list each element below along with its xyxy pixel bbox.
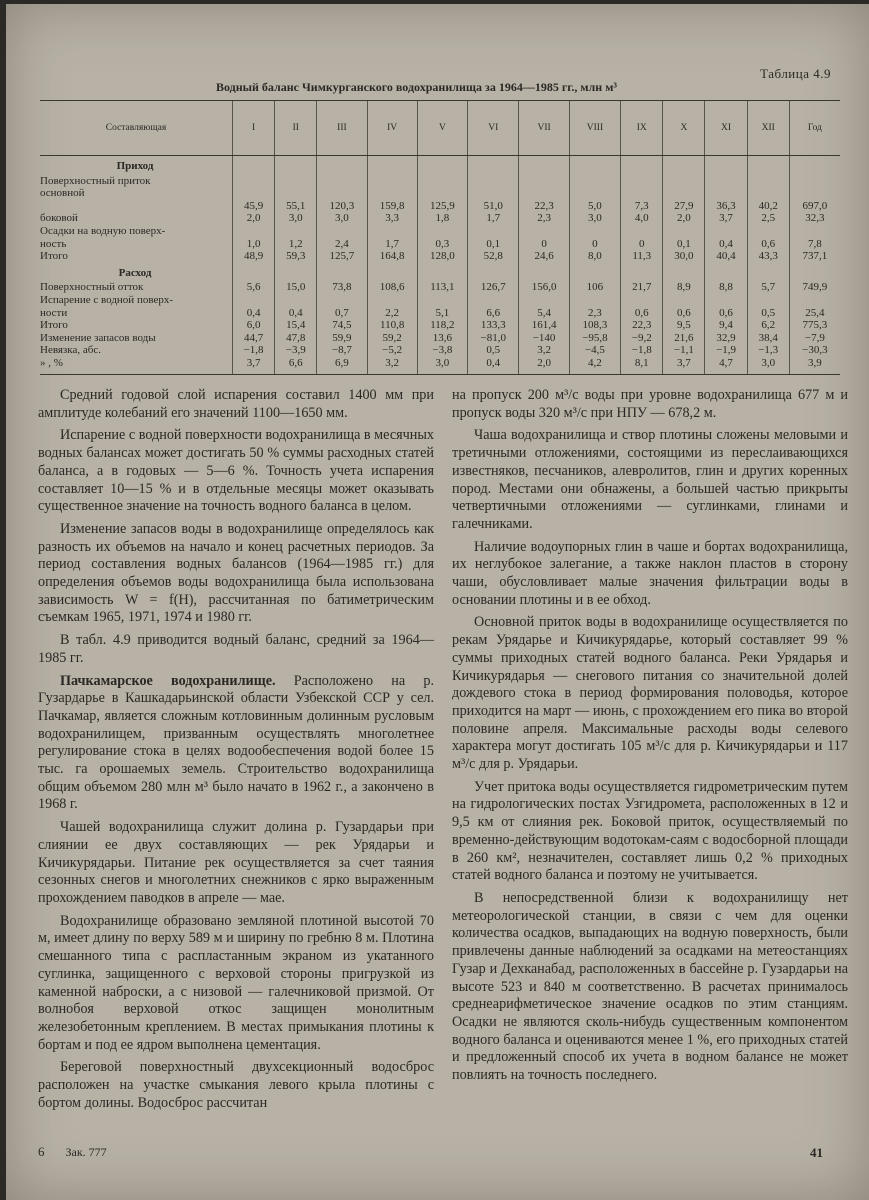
table-cell: 32,9 [705, 332, 747, 345]
table-cell [747, 187, 789, 200]
paragraph: Водохранилище образовано земляной плотиной высотой 70 м, имеет длину по верху 589 м и ширину по гребню 8 м. Плотина смешанного типа с распластанным экраном из укатанного суглинка, защищенного с верховой стороны пригрузкой из каменной наброски, а с низовой — галечниковой призмой. От волнобоя верховой откос защищен монолитным железобетонным креплением. В местах примыкания плотины к бортам и под ее ядром выполнена цементация. [38, 912, 434, 1053]
table-cell: 51,0 [468, 200, 519, 213]
table-cell: 47,8 [275, 332, 317, 345]
table-cell: −5,2 [367, 344, 417, 357]
table-row [40, 357, 840, 374]
table-cell [569, 263, 620, 282]
table-cell: −3,9 [275, 344, 317, 357]
table-cell: 5,7 [747, 281, 789, 294]
table-cell [275, 156, 317, 175]
table-row [40, 294, 840, 307]
row-label: ность [40, 237, 67, 250]
table-cell: 2,3 [519, 212, 569, 225]
table-cell: 5,1 [417, 307, 467, 320]
paragraph: Учет притока воды осуществляется гидрометрическим путем на гидрологических постах Узгидромета, расположенных в 12 и 9,5 км от слияния рек. Боковой приток, осуществляемый по временно-действующим водотокам-саям с водосборной площади в 260 км², незначителен, составляет лишь 0,2 % приходных статей водного баланса и поэтому не учитывается. [452, 778, 848, 884]
paragraph-text: Расположено на р. Гузардарье в Кашкадарьинской области Узбекской ССР у сел. Пачкамар, является сложным котловинным долинным русловым водохранилищем, призванным осуществлять многолетнее регулирование стока в целях водообеспечения водой более 15 тыс. га орошаемых земель. Строительство водохранилища общим объемом 280 млн м³ было начато в 1962 г., а закончено в 1968 г. [38, 672, 434, 813]
table-cell [519, 263, 569, 282]
table-cell: 3,7 [705, 212, 747, 225]
table-cell: 48,9 [233, 250, 275, 263]
table-cell: 9,4 [705, 319, 747, 332]
table-cell: 0,6 [663, 307, 705, 320]
table-cell: 8,8 [705, 281, 747, 294]
print-order: Зак. 777 [65, 1145, 107, 1159]
table-cell [705, 187, 747, 200]
table-cell: 106 [569, 281, 620, 294]
table-row [40, 238, 840, 251]
table-cell: 8,9 [663, 281, 705, 294]
table-cell: −81,0 [468, 332, 519, 345]
table-cell: −140 [519, 332, 569, 345]
table-cell [621, 156, 663, 175]
table-cell: 9,5 [663, 319, 705, 332]
table-cell [367, 294, 417, 307]
table-cell [663, 294, 705, 307]
table-cell: −7,9 [789, 332, 840, 345]
table-cell: 1,0 [233, 238, 275, 251]
row-label: ности [40, 306, 68, 319]
table-cell [519, 187, 569, 200]
table-cell [275, 175, 317, 188]
row-label: Поверхностный отток [40, 281, 144, 294]
table-cell: 4,0 [621, 212, 663, 225]
table-cell: 1,8 [417, 212, 467, 225]
table-cell [468, 294, 519, 307]
table-cell [705, 263, 747, 282]
table-section-row [40, 263, 840, 282]
table-cell [317, 187, 367, 200]
table-cell: 5,4 [519, 307, 569, 320]
table-cell: 164,8 [367, 250, 417, 263]
table-row [40, 187, 840, 200]
table-cell [621, 263, 663, 282]
table-cell: −4,5 [569, 344, 620, 357]
table-cell: 697,0 [789, 200, 840, 213]
table-cell: 749,9 [789, 281, 840, 294]
table-cell [275, 187, 317, 200]
table-cell [747, 294, 789, 307]
table-cell: 0,6 [747, 238, 789, 251]
paragraph: Изменение запасов воды в водохранилище определялось как разность их объемов на начало и конец расчетных периодов. За период составления водных балансов (1964—1985 гг.) для определения объемов воды водохранилища была использована зависимость W = f(H), рассчитанная по батиметрическим съемкам 1965, 1971, 1974 и 1980 гг. [38, 520, 434, 626]
row-label: Невязка, абс. [40, 344, 101, 357]
table-cell: 0,6 [621, 307, 663, 320]
table-cell: −3,8 [417, 344, 467, 357]
table-cell: 52,8 [468, 250, 519, 263]
table-cell [519, 294, 569, 307]
table-cell: 0,4 [275, 307, 317, 320]
table-cell: −9,2 [621, 332, 663, 345]
table-cell: 3,2 [367, 357, 417, 374]
row-label: Поверхностный приток [40, 174, 151, 187]
table-cell [367, 175, 417, 188]
table-cell [468, 175, 519, 188]
section-title: Приход [116, 160, 154, 172]
table-cell: 8,0 [569, 250, 620, 263]
table-body [40, 156, 840, 375]
table-cell [789, 294, 840, 307]
table-cell [417, 175, 467, 188]
table-cell: 4,2 [569, 357, 620, 374]
table-cell [789, 156, 840, 175]
table-cell [317, 263, 367, 282]
table-cell [789, 263, 840, 282]
table-cell [317, 294, 367, 307]
table-cell [663, 263, 705, 282]
table-cell: 775,3 [789, 319, 840, 332]
table-cell: −8,7 [317, 344, 367, 357]
table-cell [317, 156, 367, 175]
table-cell: 3,3 [367, 212, 417, 225]
table-cell: 0,5 [468, 344, 519, 357]
table-cell: 6,2 [747, 319, 789, 332]
header-cell: IV [367, 101, 417, 156]
table-cell [233, 225, 275, 238]
table-cell: 15,0 [275, 281, 317, 294]
table-cell: −1,8 [621, 344, 663, 357]
table-cell: 0,6 [705, 307, 747, 320]
right-text-column [452, 387, 848, 1085]
table-cell [569, 187, 620, 200]
paragraph [38, 673, 434, 815]
table-cell [705, 156, 747, 175]
table-cell [367, 187, 417, 200]
header-cell: VI [468, 101, 519, 156]
table-cell: 0,1 [468, 238, 519, 251]
table-cell [317, 175, 367, 188]
table-cell [417, 187, 467, 200]
table-cell [705, 175, 747, 188]
table-row [40, 200, 840, 213]
book-page [6, 4, 869, 1200]
table-cell [747, 263, 789, 282]
table-cell: 3,0 [747, 357, 789, 374]
table-cell [275, 294, 317, 307]
table-cell [367, 225, 417, 238]
table-cell: 55,1 [275, 200, 317, 213]
table-cell [621, 294, 663, 307]
table-cell: 108,6 [367, 281, 417, 294]
left-text-column [38, 387, 434, 1112]
table-cell: 126,7 [468, 281, 519, 294]
table-cell [621, 225, 663, 238]
page-number: 41 [810, 1145, 823, 1160]
table-cell [417, 156, 467, 175]
table-cell: 5,0 [569, 200, 620, 213]
table-cell [569, 156, 620, 175]
table-cell: 25,4 [789, 307, 840, 320]
table-cell: 32,3 [789, 212, 840, 225]
table-cell: 7,3 [621, 200, 663, 213]
table-row [40, 250, 840, 263]
table-cell [233, 175, 275, 188]
table-cell: 0,3 [417, 238, 467, 251]
table-cell: 30,0 [663, 250, 705, 263]
table-cell: 108,3 [569, 319, 620, 332]
table-cell: 44,7 [233, 332, 275, 345]
paragraph: Основной приток воды в водохранилище осуществляется по рекам Урядарье и Кичикурядарье, который составляет 99 % суммы приходных статей водного баланса. Реки Урядарья и Кичикурядарья — снегового питания со значительной долей дождевого стока в период формирования половодья, которое приходится на март — июнь, с прохождением его пика во второй половине апреля. Максимальные расходы воды селевого характера могут достигать 105 м³/с для р. Кичикурядарьи и 117 м³/с для р. Урядарьи. [452, 614, 848, 773]
table-cell [417, 263, 467, 282]
table-cell: 27,9 [663, 200, 705, 213]
table-cell: 0,7 [317, 307, 367, 320]
table-cell: −1,8 [233, 344, 275, 357]
table-cell: 43,3 [747, 250, 789, 263]
table-cell [275, 263, 317, 282]
table-cell [468, 263, 519, 282]
table-cell: 156,0 [519, 281, 569, 294]
table-cell: 737,1 [789, 250, 840, 263]
paragraph: на пропуск 200 м³/с воды при уровне водохранилища 677 м и пропуск воды 320 м³/с при НПУ — 678,2 м. [452, 387, 848, 421]
table-cell [789, 175, 840, 188]
table-row [40, 225, 840, 238]
table-cell: 24,6 [519, 250, 569, 263]
table-section-row [40, 156, 840, 175]
table-cell: 159,8 [367, 200, 417, 213]
table-cell: 6,0 [233, 319, 275, 332]
table-cell: 8,1 [621, 357, 663, 374]
table-cell: 3,7 [233, 357, 275, 374]
table-cell: 3,0 [417, 357, 467, 374]
table-cell: 73,8 [317, 281, 367, 294]
header-cell: VII [519, 101, 569, 156]
header-cell: V [417, 101, 467, 156]
row-label: Итого [40, 250, 68, 263]
table-cell [663, 187, 705, 200]
table-cell: 3,0 [569, 212, 620, 225]
table-cell: 120,3 [317, 200, 367, 213]
row-label [40, 200, 233, 213]
table-label: Таблица 4.9 [760, 66, 831, 81]
paragraph: Чаша водохранилища и створ плотины сложены меловыми и третичными отложениями, состоящими из переслаивающихся известняков, песчаников, алевролитов, глин и других коренных пород. Местами они обнажены, а большей частью прикрыты четвертичными отложениями — суглинками, глинами и галечниками. [452, 427, 848, 532]
table-row [40, 212, 840, 225]
table-cell [367, 263, 417, 282]
paragraph: Наличие водоупорных глин в чаше и бортах водохранилища, их неглубокое залегание, а также наклон пластов в сторону чаши, обусловливает малые значения фильтрации воды в основании плотины и в ее обход. [452, 538, 848, 608]
paragraph: Средний годовой слой испарения составил 1400 мм при амплитуде колебаний его значений 1100—1650 мм. [38, 387, 434, 421]
table-cell [275, 225, 317, 238]
table-cell: 40,4 [705, 250, 747, 263]
table-cell [663, 175, 705, 188]
table-cell [621, 187, 663, 200]
table-cell [519, 156, 569, 175]
footer-left [38, 1144, 107, 1160]
table-cell: 2,4 [317, 238, 367, 251]
header-cell: XII [747, 101, 789, 156]
table-cell: 0,4 [705, 238, 747, 251]
table-cell: 11,3 [621, 250, 663, 263]
table-cell: 2,5 [747, 212, 789, 225]
table-cell: 3,0 [275, 212, 317, 225]
paragraph: В непосредственной близи к водохранилищу нет метеорологической станции, в связи с чем для оценки количества осадков, выпадающих на водную поверхность, были привлечены данные наблюдений за осадками на метеостанциях Гузар и Дехканабад, расположенных в бассейне р. Гузардарьи на высоте 523 и 840 м соответственно. В расчетах принималось среднеарифметическое значение осадков по этим станциям. Осадки не являются сколь-нибудь существенным компонентом водного баланса и оцениваются менее 1 %, его приходных статей и предложенный способ их учета в водном балансе не может повлиять на точность последнего. [452, 889, 848, 1084]
table-cell: 40,2 [747, 200, 789, 213]
table-cell: 2,0 [663, 212, 705, 225]
table-row [40, 332, 840, 345]
table-cell [233, 156, 275, 175]
table-cell: 21,6 [663, 332, 705, 345]
table-cell [233, 187, 275, 200]
table-cell [468, 156, 519, 175]
table-cell: 13,6 [417, 332, 467, 345]
row-label: Изменение запасов воды [40, 331, 156, 344]
table-cell [747, 175, 789, 188]
table-cell [569, 175, 620, 188]
table-cell: 0,4 [233, 307, 275, 320]
table-cell [705, 294, 747, 307]
table-cell: 0 [519, 238, 569, 251]
table-cell [233, 294, 275, 307]
table-cell: 0,1 [663, 238, 705, 251]
table-cell [663, 225, 705, 238]
table-cell: 118,2 [417, 319, 467, 332]
row-label: Испарение с водной поверх- [40, 293, 173, 306]
header-cell: XI [705, 101, 747, 156]
table-cell: 133,3 [468, 319, 519, 332]
table-cell [468, 225, 519, 238]
table-header-row [40, 101, 840, 156]
table-cell [663, 156, 705, 175]
table-cell [468, 187, 519, 200]
table-cell [367, 156, 417, 175]
table-cell: 6,6 [275, 357, 317, 374]
table-cell: 22,3 [621, 319, 663, 332]
table-cell [747, 156, 789, 175]
table-cell: 3,2 [519, 344, 569, 357]
table-cell: 128,0 [417, 250, 467, 263]
paragraph: Береговой поверхностный двухсекционный водосброс расположен на участке смыкания левого крыла плотины с бортом долины. Водосброс рассчитан [38, 1059, 434, 1111]
table-row [40, 344, 840, 357]
table-row [40, 307, 840, 320]
table-cell: −1,3 [747, 344, 789, 357]
table-cell [747, 225, 789, 238]
header-cell: X [663, 101, 705, 156]
table-cell: 3,9 [789, 357, 840, 374]
table-cell [621, 175, 663, 188]
table-cell: 74,5 [317, 319, 367, 332]
header-cell: Составляющая [40, 101, 233, 156]
table-cell: −1,1 [663, 344, 705, 357]
table-cell: 59,9 [317, 332, 367, 345]
table-cell: 38,4 [747, 332, 789, 345]
water-balance-table [40, 100, 840, 375]
header-cell: IX [621, 101, 663, 156]
table-cell [789, 225, 840, 238]
table-cell: 2,3 [569, 307, 620, 320]
table-row [40, 319, 840, 332]
table-cell [417, 225, 467, 238]
table-cell: 1,7 [468, 212, 519, 225]
paragraph: Чашей водохранилища служит долина р. Гузардарьи при слиянии ее двух составляющих — рек Урядарьи и Кичикурядарьи. Питание рек осуществляется за счет таяния сезонных снегов и многолетних снежников с ярко выраженным прохождением паводков в апреле — мае. [38, 819, 434, 906]
table-cell: −30,3 [789, 344, 840, 357]
section-title: Расход [118, 266, 152, 279]
table-cell: 0 [621, 238, 663, 251]
header-cell: II [275, 101, 317, 156]
table-cell: 3,7 [663, 357, 705, 374]
table-cell: 6,6 [468, 307, 519, 320]
table-cell [569, 225, 620, 238]
header-cell: III [317, 101, 367, 156]
table-cell [519, 225, 569, 238]
table-cell: 2,0 [519, 357, 569, 374]
table-cell: 0,5 [747, 307, 789, 320]
header-cell: VIII [569, 101, 620, 156]
table-row [40, 175, 840, 188]
table-cell: 36,3 [705, 200, 747, 213]
table-cell: 1,2 [275, 238, 317, 251]
table-cell [569, 294, 620, 307]
page-number-left: 6 [38, 1144, 45, 1159]
table-cell: 2,2 [367, 307, 417, 320]
table-cell: 3,0 [317, 212, 367, 225]
table-cell [417, 294, 467, 307]
table-cell: 5,6 [233, 281, 275, 294]
table-cell: 110,8 [367, 319, 417, 332]
row-label: Осадки на водную поверх- [40, 224, 166, 237]
table-cell: 0 [569, 238, 620, 251]
table-cell [705, 225, 747, 238]
table-cell: 2,0 [233, 212, 275, 225]
table-cell [789, 187, 840, 200]
table-cell: 7,8 [789, 238, 840, 251]
section-heading: Пачкамарское водохранилище. [60, 672, 276, 689]
row-label: основной [40, 187, 85, 200]
table-cell: 125,9 [417, 200, 467, 213]
table-cell [317, 225, 367, 238]
table-cell [233, 263, 275, 282]
table-cell: 59,2 [367, 332, 417, 345]
table-cell: 1,7 [367, 238, 417, 251]
paragraph: В табл. 4.9 приводится водный баланс, средний за 1964—1985 гг. [38, 632, 434, 666]
table-cell: −95,8 [569, 332, 620, 345]
header-cell: I [233, 101, 275, 156]
row-label: » , % [40, 357, 233, 374]
table-cell: −1,9 [705, 344, 747, 357]
table-cell: 59,3 [275, 250, 317, 263]
table-cell: 15,4 [275, 319, 317, 332]
paragraph: Испарение с водной поверхности водохранилища в месячных водных балансах может достигать 50 % суммы расходных статей баланса, а в годовых — 5—6 %. Точность учета испарения составляет 10—15 % и в отдельные месяцы может оказывать существенное значение на точность водного баланса в целом. [38, 427, 434, 515]
table-cell: 125,7 [317, 250, 367, 263]
table-cell: 6,9 [317, 357, 367, 374]
table-cell: 22,3 [519, 200, 569, 213]
row-label: боковой [40, 212, 78, 225]
table-cell [519, 175, 569, 188]
table-cell: 4,7 [705, 357, 747, 374]
table-cell: 45,9 [233, 200, 275, 213]
table-cell: 161,4 [519, 319, 569, 332]
row-label: Итого [40, 319, 68, 332]
table-cell: 21,7 [621, 281, 663, 294]
table-title: Водный баланс Чимкурганского водохранилища за 1964—1985 гг., млн м³ [216, 80, 617, 94]
table-cell: 0,4 [468, 357, 519, 374]
table-cell: 113,1 [417, 281, 467, 294]
table-row [40, 281, 840, 294]
header-cell: Год [789, 101, 840, 156]
